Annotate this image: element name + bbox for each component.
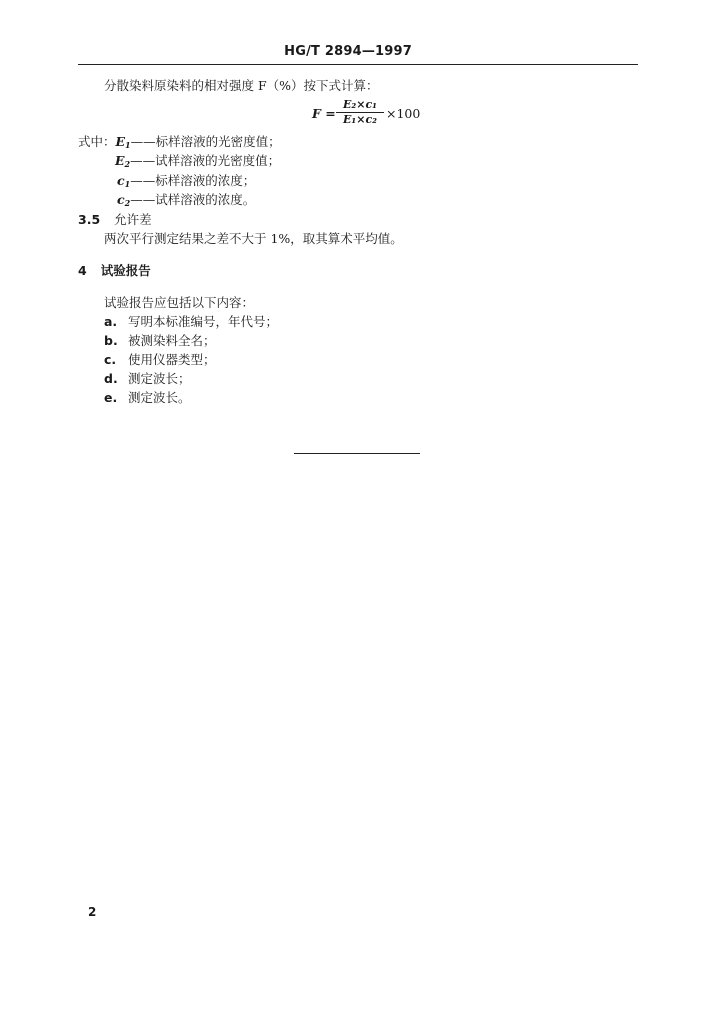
symbol-c1: c	[117, 173, 125, 188]
section-3-5-heading	[78, 212, 152, 228]
report-item	[104, 314, 278, 330]
where-line-3	[117, 173, 255, 192]
report-item-text: 被测染料全名；	[128, 333, 216, 348]
section-4-heading	[78, 263, 151, 279]
report-item	[104, 371, 191, 387]
section-3-5-title: 允许差	[114, 212, 152, 227]
symbol-e1: E	[115, 134, 126, 149]
section-4-title: 试验报告	[100, 263, 151, 278]
formula-denominator: E₁×c₂	[343, 113, 377, 126]
formula-numerator: E₂×c₁	[343, 98, 377, 111]
report-item	[104, 333, 216, 349]
report-item-text: 写明本标准编号，年代号；	[128, 314, 279, 329]
report-item-label: d.	[104, 371, 118, 386]
where-line-1	[78, 134, 281, 153]
formula-rhs: ×100	[386, 106, 421, 121]
header-rule	[78, 64, 638, 65]
report-item-text: 测定波长；	[128, 371, 191, 386]
where-text-1: ——标样溶液的光密度值；	[130, 134, 281, 149]
end-of-text-rule	[294, 453, 420, 454]
report-item-label: e.	[104, 390, 118, 405]
formula-lhs: F =	[312, 106, 336, 121]
where-text-2: ——试样溶液的光密度值；	[130, 153, 281, 168]
symbol-c2: c	[117, 192, 125, 207]
section-4-number: 4	[78, 263, 87, 278]
report-item	[104, 390, 191, 406]
report-item	[104, 352, 216, 368]
report-item-label: c.	[104, 352, 117, 367]
where-line-4	[117, 192, 255, 211]
report-item-label: b.	[104, 333, 118, 348]
symbol-c2-sub: 2	[124, 198, 131, 208]
section-3-5-number: 3.5	[78, 212, 101, 227]
symbol-c1-sub: 1	[124, 179, 131, 189]
symbol-e1-sub: 1	[125, 140, 131, 150]
symbol-e2: E	[115, 153, 125, 168]
standard-code: HG/T 2894—1997	[284, 44, 412, 59]
report-item-text: 测定波长。	[128, 390, 191, 405]
symbol-e2-sub: 2	[124, 159, 131, 169]
section-3-5-body: 两次平行测定结果之差不大于 1%，取其算术平均值。	[104, 231, 403, 246]
page-number: 2	[88, 905, 97, 919]
where-text-3: ——标样溶液的浓度；	[130, 173, 256, 188]
section-4-intro: 试验报告应包括以下内容：	[104, 295, 255, 310]
where-line-2	[115, 153, 280, 172]
formula-intro: 分散染料原染料的相对强度 F（%）按下式计算：	[104, 78, 379, 93]
report-item-text: 使用仪器类型；	[128, 352, 216, 367]
where-prefix: 式中：	[78, 134, 116, 149]
where-text-4: ——试样溶液的浓度。	[130, 192, 256, 207]
report-item-label: a.	[104, 314, 118, 329]
